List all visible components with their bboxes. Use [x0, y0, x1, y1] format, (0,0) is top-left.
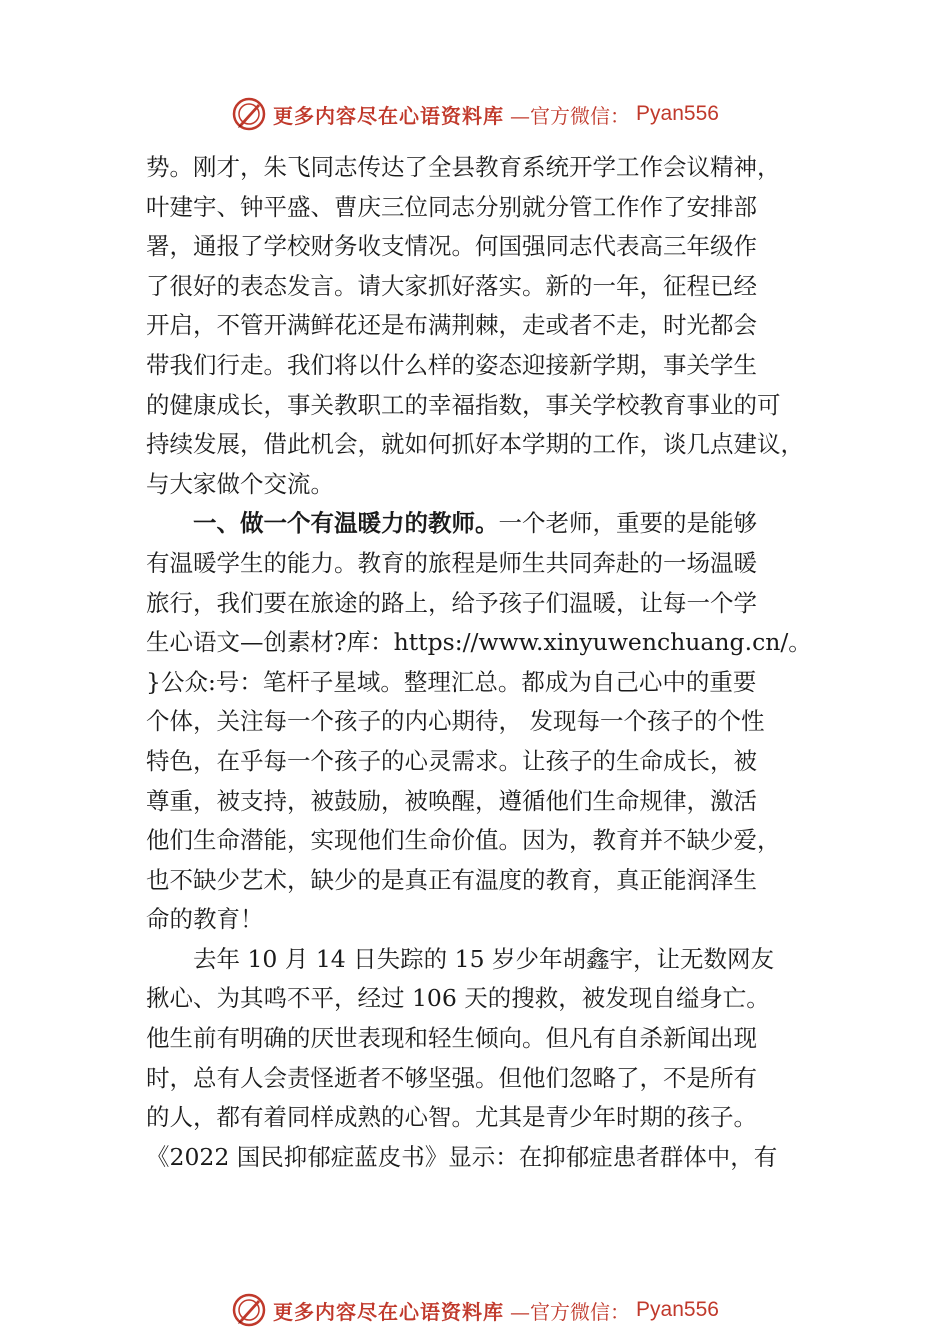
watermark-separator: —官方微信： — [510, 1299, 631, 1324]
text-line: 特色，在乎每一个孩子的心灵需求。让孩子的生命成长，被 — [146, 746, 757, 775]
text-line: 叶建宇、钟平盛、曹庆三位同志分别就分管工作作了安排部 — [146, 192, 757, 221]
text-line: 《2022 国民抑郁症蓝皮书》显示：在抑郁症患者群体中，有 — [146, 1142, 778, 1171]
watermark-handle: Pyan556 — [636, 1298, 719, 1321]
text-line: 去年 10 月 14 日失踪的 15 岁少年胡鑫宇，让无数网友 — [193, 944, 775, 973]
text-line: 他生前有明确的厌世表现和轻生倾向。但凡有自杀新闻出现 — [146, 1024, 757, 1053]
watermark-text: 更多内容尽在心语资料库 — [273, 103, 505, 128]
text-line: 带我们行走。我们将以什么样的姿态迎接新学期，事关学生 — [146, 350, 757, 379]
pen-logo-icon — [231, 1292, 267, 1328]
text-line: 旅行，我们要在旅途的路上，给予孩子们温暖，让每一个学 — [146, 588, 757, 617]
section-heading-line — [146, 504, 836, 544]
text-line: 时，总有人会责怪逝者不够坚强。但他们忽略了，不是所有 — [146, 1063, 757, 1092]
document-body — [146, 148, 836, 1177]
header-watermark — [0, 94, 950, 134]
pen-logo-icon — [231, 96, 267, 132]
section-heading: 一、做一个有温暖力的教师。 — [193, 509, 499, 538]
text-line: 了很好的表态发言。请大家抓好落实。新的一年，征程已经 — [146, 271, 757, 300]
section-heading-rest: 一个老师，重要的是能够 — [498, 509, 757, 538]
text-line: 有温暖学生的能力。教育的旅程是师生共同奔赴的一场温暖 — [146, 548, 757, 577]
text-line: 命的教育！ — [146, 905, 264, 934]
watermark-handle: Pyan556 — [636, 102, 719, 125]
text-line: 势。刚才，朱飞同志传达了全县教育系统开学工作会议精神， — [146, 153, 781, 181]
text-line: 的人，都有着同样成熟的心智。尤其是青少年时期的孩子。 — [146, 1103, 757, 1132]
text-line: 个体，关注每一个孩子的内心期待， 发现每一个孩子的个性 — [146, 707, 765, 736]
text-line: }公众:号：笔杆子星域。整理汇总。都成为自己心中的重要 — [146, 667, 757, 696]
text-line: 生心语文—创素材?库：https://www.xinyuwenchuang.cn/。 — [146, 628, 812, 657]
text-line: 的健康成长，事关教职工的幸福指数，事关学校教育事业的可 — [146, 390, 781, 419]
text-line: 与大家做个交流。 — [146, 469, 334, 498]
text-line: 尊重，被支持，被鼓励，被唤醒，遵循他们生命规律，激活 — [146, 786, 757, 815]
text-line: 揪心、为其鸣不平，经过 106 天的搜救，被发现自缢身亡。 — [146, 984, 770, 1013]
watermark-separator: —官方微信： — [510, 103, 631, 128]
watermark-text: 更多内容尽在心语资料库 — [273, 1299, 505, 1324]
text-line: 他们生命潜能，实现他们生命价值。因为，教育并不缺少爱， — [146, 826, 781, 855]
text-line: 署，通报了学校财务收支情况。何国强同志代表高三年级作 — [146, 232, 757, 261]
text-line: 持续发展，借此机会，就如何抓好本学期的工作，谈几点建议， — [146, 430, 804, 459]
footer-watermark — [0, 1290, 950, 1330]
text-line: 也不缺少艺术，缺少的是真正有温度的教育，真正能润泽生 — [146, 865, 757, 894]
text-line: 开启，不管开满鲜花还是布满荆棘，走或者不走，时光都会 — [146, 311, 757, 340]
